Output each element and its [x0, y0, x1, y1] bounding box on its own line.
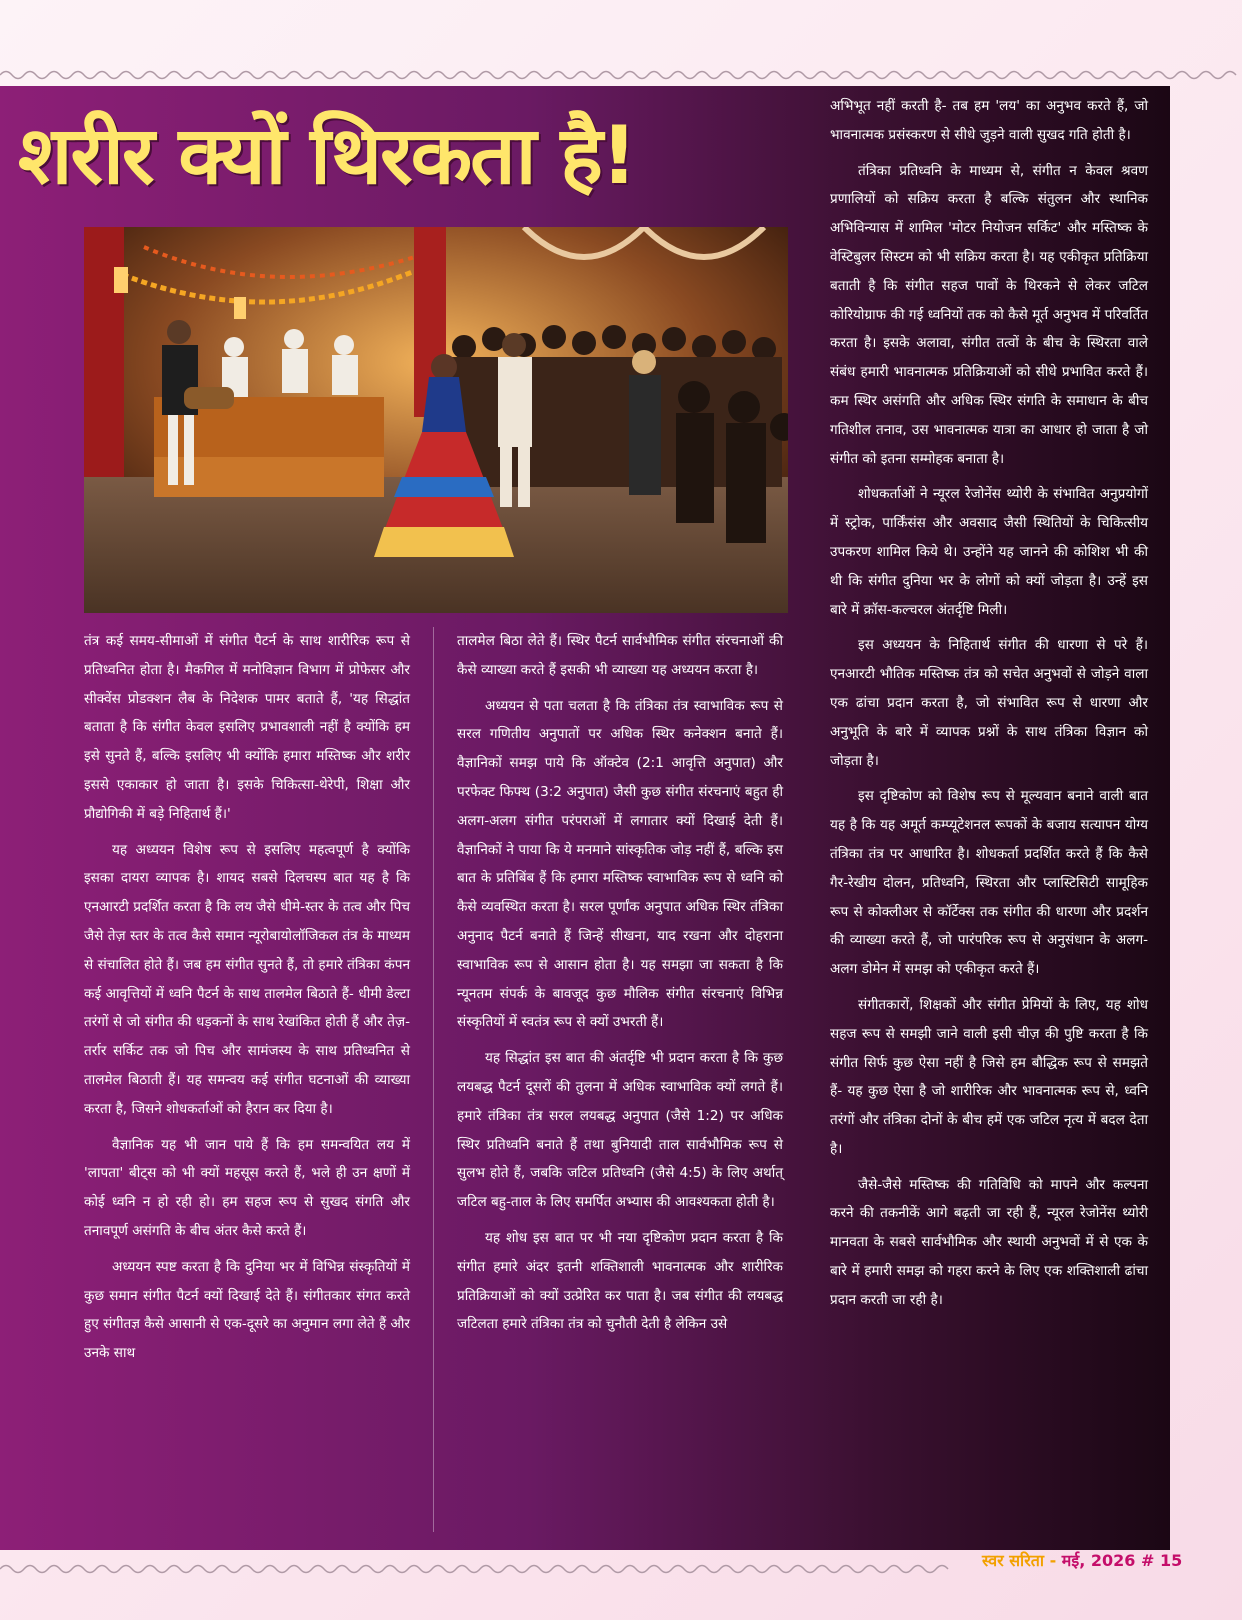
article-column-1 — [84, 627, 410, 1375]
paragraph: अध्ययन स्पष्ट करता है कि दुनिया भर में विभिन्न संस्कृतियों में कुछ समान संगीत पैटर्न क्यों दिखाई देते हैं। संगीतकार संगत करते हुए संगीतज्ञ कैसे आसानी से एक-दूसरे का अनुमान लगा लेते हैं और उनके साथ — [84, 1258, 410, 1362]
paragraph: यह अध्ययन विशेष रूप से इसलिए महत्वपूर्ण है क्योंकि इसका दायरा व्यापक है। शायद सबसे दिलचस्प बात यह है कि एनआरटी प्रदर्शित करता है कि लय जैसे धीमे-स्तर के तत्व और पिच जैसे तेज़ स्तर के तत्व कैसे समान न्यूरोबायोलॉजिकल तंत्र के माध्यम से संचालित होते हैं। जब हम संगीत सुनते हैं, तो हमारे तंत्रिका कंपन कई आवृत्तियों में ध्वनि पैटर्न के साथ तालमेल बिठाते हैं- धीमी डेल्टा तरंगों से जो संगीत की धड़कनों के साथ रेखांकित होती हैं और तेज़-तर्रार सर्किट तक जो पिच और सामंजस्य के साथ प्रतिध्वनित से तालमेल बिठाती हैं। यह समन्वय कई संगीत घटनाओं की व्याख्या करता है, जिसने शोधकर्ताओं को हैरान कर दिया है। — [84, 841, 410, 1117]
paragraph: इस दृष्टिकोण को विशेष रूप से मूल्यवान बनाने वाली बात यह है कि यह अमूर्त कम्प्यूटेशनल रूपकों के बजाय सत्यापन योग्य तंत्रिका तंत्र पर आधारित है। शोधकर्ता प्रदर्शित करते हैं कि कैसे गैर-रेखीय दोलन, प्रतिध्वनि, स्थिरता और प्लास्टिसिटी सामूहिक रूप से कोक्लीअर से कॉर्टेक्स तक संगीत की धारणा और प्रदर्शन की व्याख्या करते हैं, जो पारंपरिक रूप से अनुसंधान के अलग-अलग डोमेन में समझ को एकीकृत करते हैं। — [830, 788, 1148, 978]
paragraph: तालमेल बिठा लेते हैं। स्थिर पैटर्न सार्वभौमिक संगीत संरचनाओं की कैसे व्याख्या करते हैं इसकी भी व्याख्या यह अध्ययन करता है। — [457, 633, 783, 678]
paragraph: शोधकर्ताओं ने न्यूरल रेजोनेंस थ्योरी के संभावित अनुप्रयोगों में स्ट्रोक, पार्किंसंस और अवसाद जैसी स्थितियों के चिकित्सीय उपकरण शामिल किये थे। उन्होंने यह जानने की कोशिश भी की थी कि संगीत दुनिया भर के लोगों को क्यों जोड़ता है। उन्हें इस बारे में क्रॉस-कल्चरल अंतर्दृष्टि मिली। — [830, 486, 1148, 618]
article-headline: शरीर क्यों थिरकता है! — [18, 109, 636, 202]
paragraph: जैसे-जैसे मस्तिष्क की गतिविधि को मापने और कल्पना करने की तकनीकें आगे बढ़ती जा रही हैं, न्यूरल रेजोनेंस थ्योरी मानवता के सबसे सार्वभौमिक और स्थायी अनुभवों में से एक के बारे में हमारी समझ को गहरा करने के लिए एक शक्तिशाली ढांचा प्रदान करती जा रही है। — [830, 1176, 1148, 1308]
issue-date: मई, 2026 — [1061, 1551, 1136, 1570]
article-column-2 — [457, 627, 783, 1346]
article-column-3 — [830, 92, 1148, 1322]
dance-scene-illustration — [84, 227, 788, 613]
paragraph: तंत्र कई समय-सीमाओं में संगीत पैटर्न के साथ शारीरिक रूप से प्रतिध्वनित होता है। मैकगिल में मनोविज्ञान विभाग में प्रोफेसर और सीक्वेंस प्रोडक्शन लैब के निदेशक पामर बताते हैं, 'यह सिद्धांत बताता है कि संगीत केवल इसलिए प्रभावशाली नहीं है क्योंकि हम इसे सुनते हैं, बल्कि इसलिए भी क्योंकि हमारा मस्तिष्क और शरीर इससे एकाकार हो जाता है। इसके चिकित्सा-थेरेपी, शिक्षा और प्रौद्योगिकी में बड़े निहितार्थ हैं।' — [84, 633, 410, 822]
paragraph: यह सिद्धांत इस बात की अंतर्दृष्टि भी प्रदान करता है कि कुछ लयबद्ध पैटर्न दूसरों की तुलना में अधिक स्वाभाविक क्यों लगते हैं। हमारे तंत्रिका तंत्र सरल लयबद्ध अनुपात (जैसे 1:2) पर अधिक स्थिर प्रतिध्वनि बनाते हैं तथा बुनियादी ताल सार्वभौमिक रूप से सुलभ होते हैं, जबकि जटिल प्रतिध्वनि (जैसे 4:5) के लिए अर्थात् जटिल बहु-ताल के लिए समर्पित अभ्यास की आवश्यकता होती है। — [457, 1050, 783, 1211]
page-footer — [982, 1546, 1182, 1576]
paragraph: अध्ययन से पता चलता है कि तंत्रिका तंत्र स्वाभाविक रूप से सरल गणितीय अनुपातों पर अधिक स्थिर कनेक्शन बनाते हैं। वैज्ञानिकों समझ पाये कि ऑक्टेव (2:1 आवृत्ति अनुपात) और परफेक्ट फिफ्थ (3:2 अनुपात) जैसी कुछ संगीत संरचनाएं बहुत ही अलग-अलग संगीत परंपराओं में लगातार क्यों दिखाई देती हैं। वैज्ञानिकों ने पाया कि ये मनमाने सांस्कृतिक जोड़ नहीं हैं, बल्कि इस बात के प्रतिबिंब हैं कि हमारा मस्तिष्क स्वाभाविक रूप से ध्वनि को कैसे व्यवस्थित करता है। सरल पूर्णांक अनुपात अधिक स्थिर तंत्रिका अनुनाद पैटर्न बनाते हैं जिन्हें सीखना, याद रखना और दोहराना स्वाभाविक रूप से आसान होता है। यह समझा जा सकता है कि न्यूनतम संपर्क के बावजूद कुछ मौलिक संगीत संरचनाएं विभिन्न संस्कृतियों में स्वतंत्र रूप से क्यों उभरती हैं। — [457, 697, 783, 1031]
paragraph: संगीतकारों, शिक्षकों और संगीत प्रेमियों के लिए, यह शोध सहज रूप से समझी जाने वाली इसी चीज़ की पुष्टि करता है कि संगीत सिर्फ कुछ ऐसा नहीं है जिसे हम बौद्धिक रूप से समझते हैं- यह कुछ ऐसा है जो शारीरिक और भावनात्मक रूप से, ध्वनि तरंगों और तंत्रिका दोनों के बीच हमें एक जटिल नृत्य में बदल देता है। — [830, 996, 1148, 1157]
page-number: # 15 — [1135, 1551, 1183, 1570]
paragraph: इस अध्ययन के निहितार्थ संगीत की धारणा से परे हैं। एनआरटी भौतिक मस्तिष्क तंत्र को सचेत अनुभवों से जोड़ने वाला एक ढांचा प्रदान करता है, जो संभावित रूप से धारणा और अनुभूति के बारे में व्यापक प्रश्नों के साथ तंत्रिका विज्ञान को जोड़ता है। — [830, 637, 1148, 769]
paragraph: यह शोध इस बात पर भी नया दृष्टिकोण प्रदान करता है कि संगीत हमारे अंदर इतनी शक्तिशाली भावनात्मक और शारीरिक प्रतिक्रियाओं को क्यों उत्प्रेरित कर पाता है। जब संगीत की लयबद्ध जटिलता हमारे तंत्रिका तंत्र को चुनौती देती है लेकिन उसे — [457, 1229, 783, 1333]
column-divider — [433, 627, 434, 1532]
paragraph: वैज्ञानिक यह भी जान पाये हैं कि हम समन्वयित लय में 'लापता' बीट्स को भी क्यों महसूस करते हैं, भले ही उन क्षणों में कोई ध्वनि न हो रही हो। हम सहज रूप से सुखद संगति और तनावपूर्ण असंगति के बीच अंतर कैसे करते हैं। — [84, 1136, 410, 1239]
magazine-name: स्वर सरिता - — [982, 1551, 1062, 1570]
paragraph: अभिभूत नहीं करती है- तब हम 'लय' का अनुभव करते हैं, जो भावनात्मक प्रसंस्करण से सीधे जुड़ने वाली सुखद गति होती है। — [830, 98, 1148, 143]
top-wave-border — [0, 68, 1242, 82]
dance-performance-photo — [84, 227, 788, 613]
paragraph: तंत्रिका प्रतिध्वनि के माध्यम से, संगीत न केवल श्रवण प्रणालियों को सक्रिय करता है बल्कि संतुलन और स्थानिक अभिविन्यास में शामिल 'मोटर नियोजन सर्किट' और मस्तिष्क के वेस्टिबुलर सिस्टम को भी सक्रिय करता है। यह एकीकृत प्रतिक्रिया बताती है कि संगीत सहज पावों के थिरकने से लेकर जटिल कोरियोग्राफ की गई ध्वनियों तक को कैसे मूर्त अनुभव में परिवर्तित करता है। इसके अलावा, संगीत तत्वों के बीच के स्थिरता वाले संबंध हमारी भावनात्मक प्रतिक्रियाओं को सीधे प्रभावित करते हैं। कम स्थिर असंगति और अधिक स्थिर संगति के समाधान के बीच गतिशील तनाव, उस भावनात्मक यात्रा का आधार हो जाता है जो संगीत को इतना सम्मोहक बनाता है। — [830, 162, 1148, 467]
